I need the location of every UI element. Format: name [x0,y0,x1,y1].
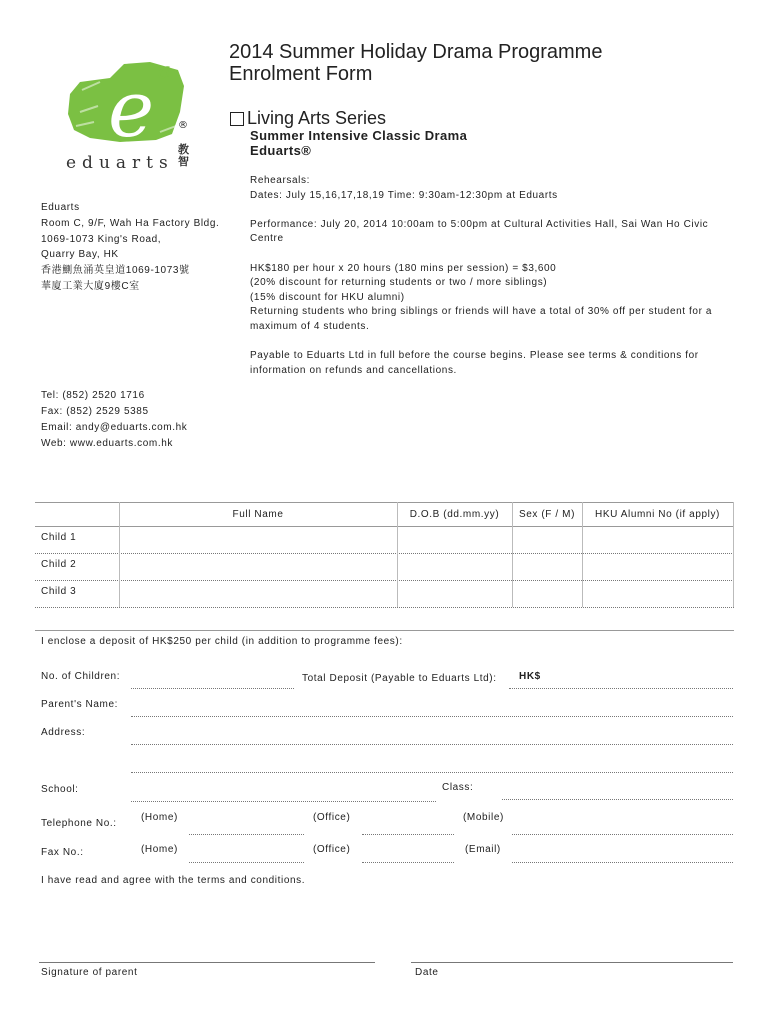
rehearsals-details: Dates: July 15,16,17,18,19 Time: 9:30am-12:30pm at Eduarts [250,189,558,201]
header-dob: D.O.B (dd.mm.yy) [409,509,500,520]
address-line-2: 1069-1073 King's Road, [41,233,162,245]
rehearsals-label: Rehearsals: [250,175,310,186]
logo-chinese-mark: 教智 [178,144,189,168]
child-3-sex-field[interactable] [513,581,581,606]
page-title [229,41,602,85]
school-field[interactable] [131,801,436,802]
fax-office-label: (Office) [313,844,351,855]
company-name: Eduarts [41,202,80,213]
company-address [41,200,219,295]
signature-label: Signature of parent [41,967,138,978]
total-deposit-field[interactable] [509,688,733,689]
address-line-3: Quarry Bay, HK [41,249,119,261]
tel-mobile-label: (Mobile) [463,812,504,823]
child-1-alumni-field[interactable] [583,527,732,552]
header-full-name: Full Name [232,509,284,520]
fax-home-label: (Home) [141,844,178,855]
series-label: Living Arts Series [247,108,387,128]
row-label-child-3: Child 3 [41,586,77,597]
siblings-discount: Returning students who bring siblings or friends will have a total of 30% off per student for a maximum of 4 students. [250,306,713,332]
child-2-sex-field[interactable] [513,554,581,579]
title-line-2: Enrolment Form [229,63,373,85]
tel-mobile-field[interactable] [512,834,733,835]
course-subtitle [250,128,467,158]
deposit-note: I enclose a deposit of HK$250 per child (in addition to programme fees): [41,636,403,647]
svg-text:®: ® [178,120,188,131]
contact-email[interactable]: Email: andy@eduarts.com.hk [41,422,188,433]
course-info [250,174,732,393]
total-deposit-label: Total Deposit (Payable to Eduarts Ltd): [302,673,497,684]
fax-home-field[interactable] [189,862,304,863]
title-line-1: 2014 Summer Holiday Drama Programme [229,41,603,63]
currency-label: HK$ [519,671,541,682]
series-option[interactable] [230,108,386,129]
parent-name-field[interactable] [131,716,733,717]
parent-name-label: Parent's Name: [41,699,119,710]
signature-field[interactable] [39,930,375,962]
tel-office-field[interactable] [362,834,454,835]
school-label: School: [41,784,79,795]
child-2-dob-field[interactable] [398,554,511,579]
email-label: (Email) [465,844,501,855]
terms-agreement: I have read and agree with the terms and conditions. [41,875,306,886]
address-chinese-1: 香港鰂魚涌英皇道1069-1073號 [41,265,190,277]
contact-info [41,388,187,452]
header-hku-alumni: HKU Alumni No (if apply) [595,509,720,520]
subtitle-line-2: Eduarts® [250,143,312,158]
child-3-alumni-field[interactable] [583,581,732,606]
telephone-label: Telephone No.: [41,818,117,829]
contact-tel: Tel: (852) 2520 1716 [41,390,145,401]
fax-office-field[interactable] [362,862,454,863]
fee-details: HK$180 per hour x 20 hours (180 mins per session) = $3,600 [250,262,557,274]
discount-returning: (20% discount for returning students or two / more siblings) [250,277,548,289]
tel-home-label: (Home) [141,812,178,823]
class-field[interactable] [502,799,733,800]
row-label-child-2: Child 2 [41,559,77,570]
contact-fax: Fax: (852) 2529 5385 [41,406,149,417]
tel-office-label: (Office) [313,812,351,823]
performance-details: Performance: July 20, 2014 10:00am to 5:00pm at Cultural Activities Hall, Sai Wan Ho Civic Centre [250,218,709,245]
date-field[interactable] [411,930,733,962]
svg-text:e: e [108,65,155,155]
address-line-1: Room C, 9/F, Wah Ha Factory Bldg. [41,217,220,229]
svg-text:a: a [158,59,172,84]
logo-brand-text: eduarts [66,153,174,173]
child-1-sex-field[interactable] [513,527,581,552]
email-field[interactable] [512,862,733,863]
address-label: Address: [41,727,86,738]
child-3-dob-field[interactable] [398,581,511,606]
row-label-child-1: Child 1 [41,532,77,543]
address-field-line-1[interactable] [131,744,733,745]
discount-alumni: (15% discount for HKU alumni) [250,291,405,303]
child-1-name-field[interactable] [120,527,396,552]
class-label: Class: [442,782,474,793]
child-2-name-field[interactable] [120,554,396,579]
series-checkbox[interactable] [230,112,244,126]
date-label: Date [415,967,439,978]
child-1-dob-field[interactable] [398,527,511,552]
fax-label: Fax No.: [41,847,84,858]
children-count-label: No. of Children: [41,671,121,682]
header-sex: Sex (F / M) [518,509,576,520]
child-2-alumni-field[interactable] [583,554,732,579]
tel-home-field[interactable] [189,834,304,835]
contact-web[interactable]: Web: www.eduarts.com.hk [41,438,173,449]
subtitle-line-1: Summer Intensive Classic Drama [250,128,468,143]
address-chinese-2: 華廈工業大廈9樓C室 [41,280,140,292]
children-count-field[interactable] [131,688,294,689]
address-field-line-2[interactable] [131,772,733,773]
child-3-name-field[interactable] [120,581,396,606]
payment-terms: Payable to Eduarts Ltd in full before the course begins. Please see terms & conditions for information on refunds and cancellations. [250,350,699,376]
